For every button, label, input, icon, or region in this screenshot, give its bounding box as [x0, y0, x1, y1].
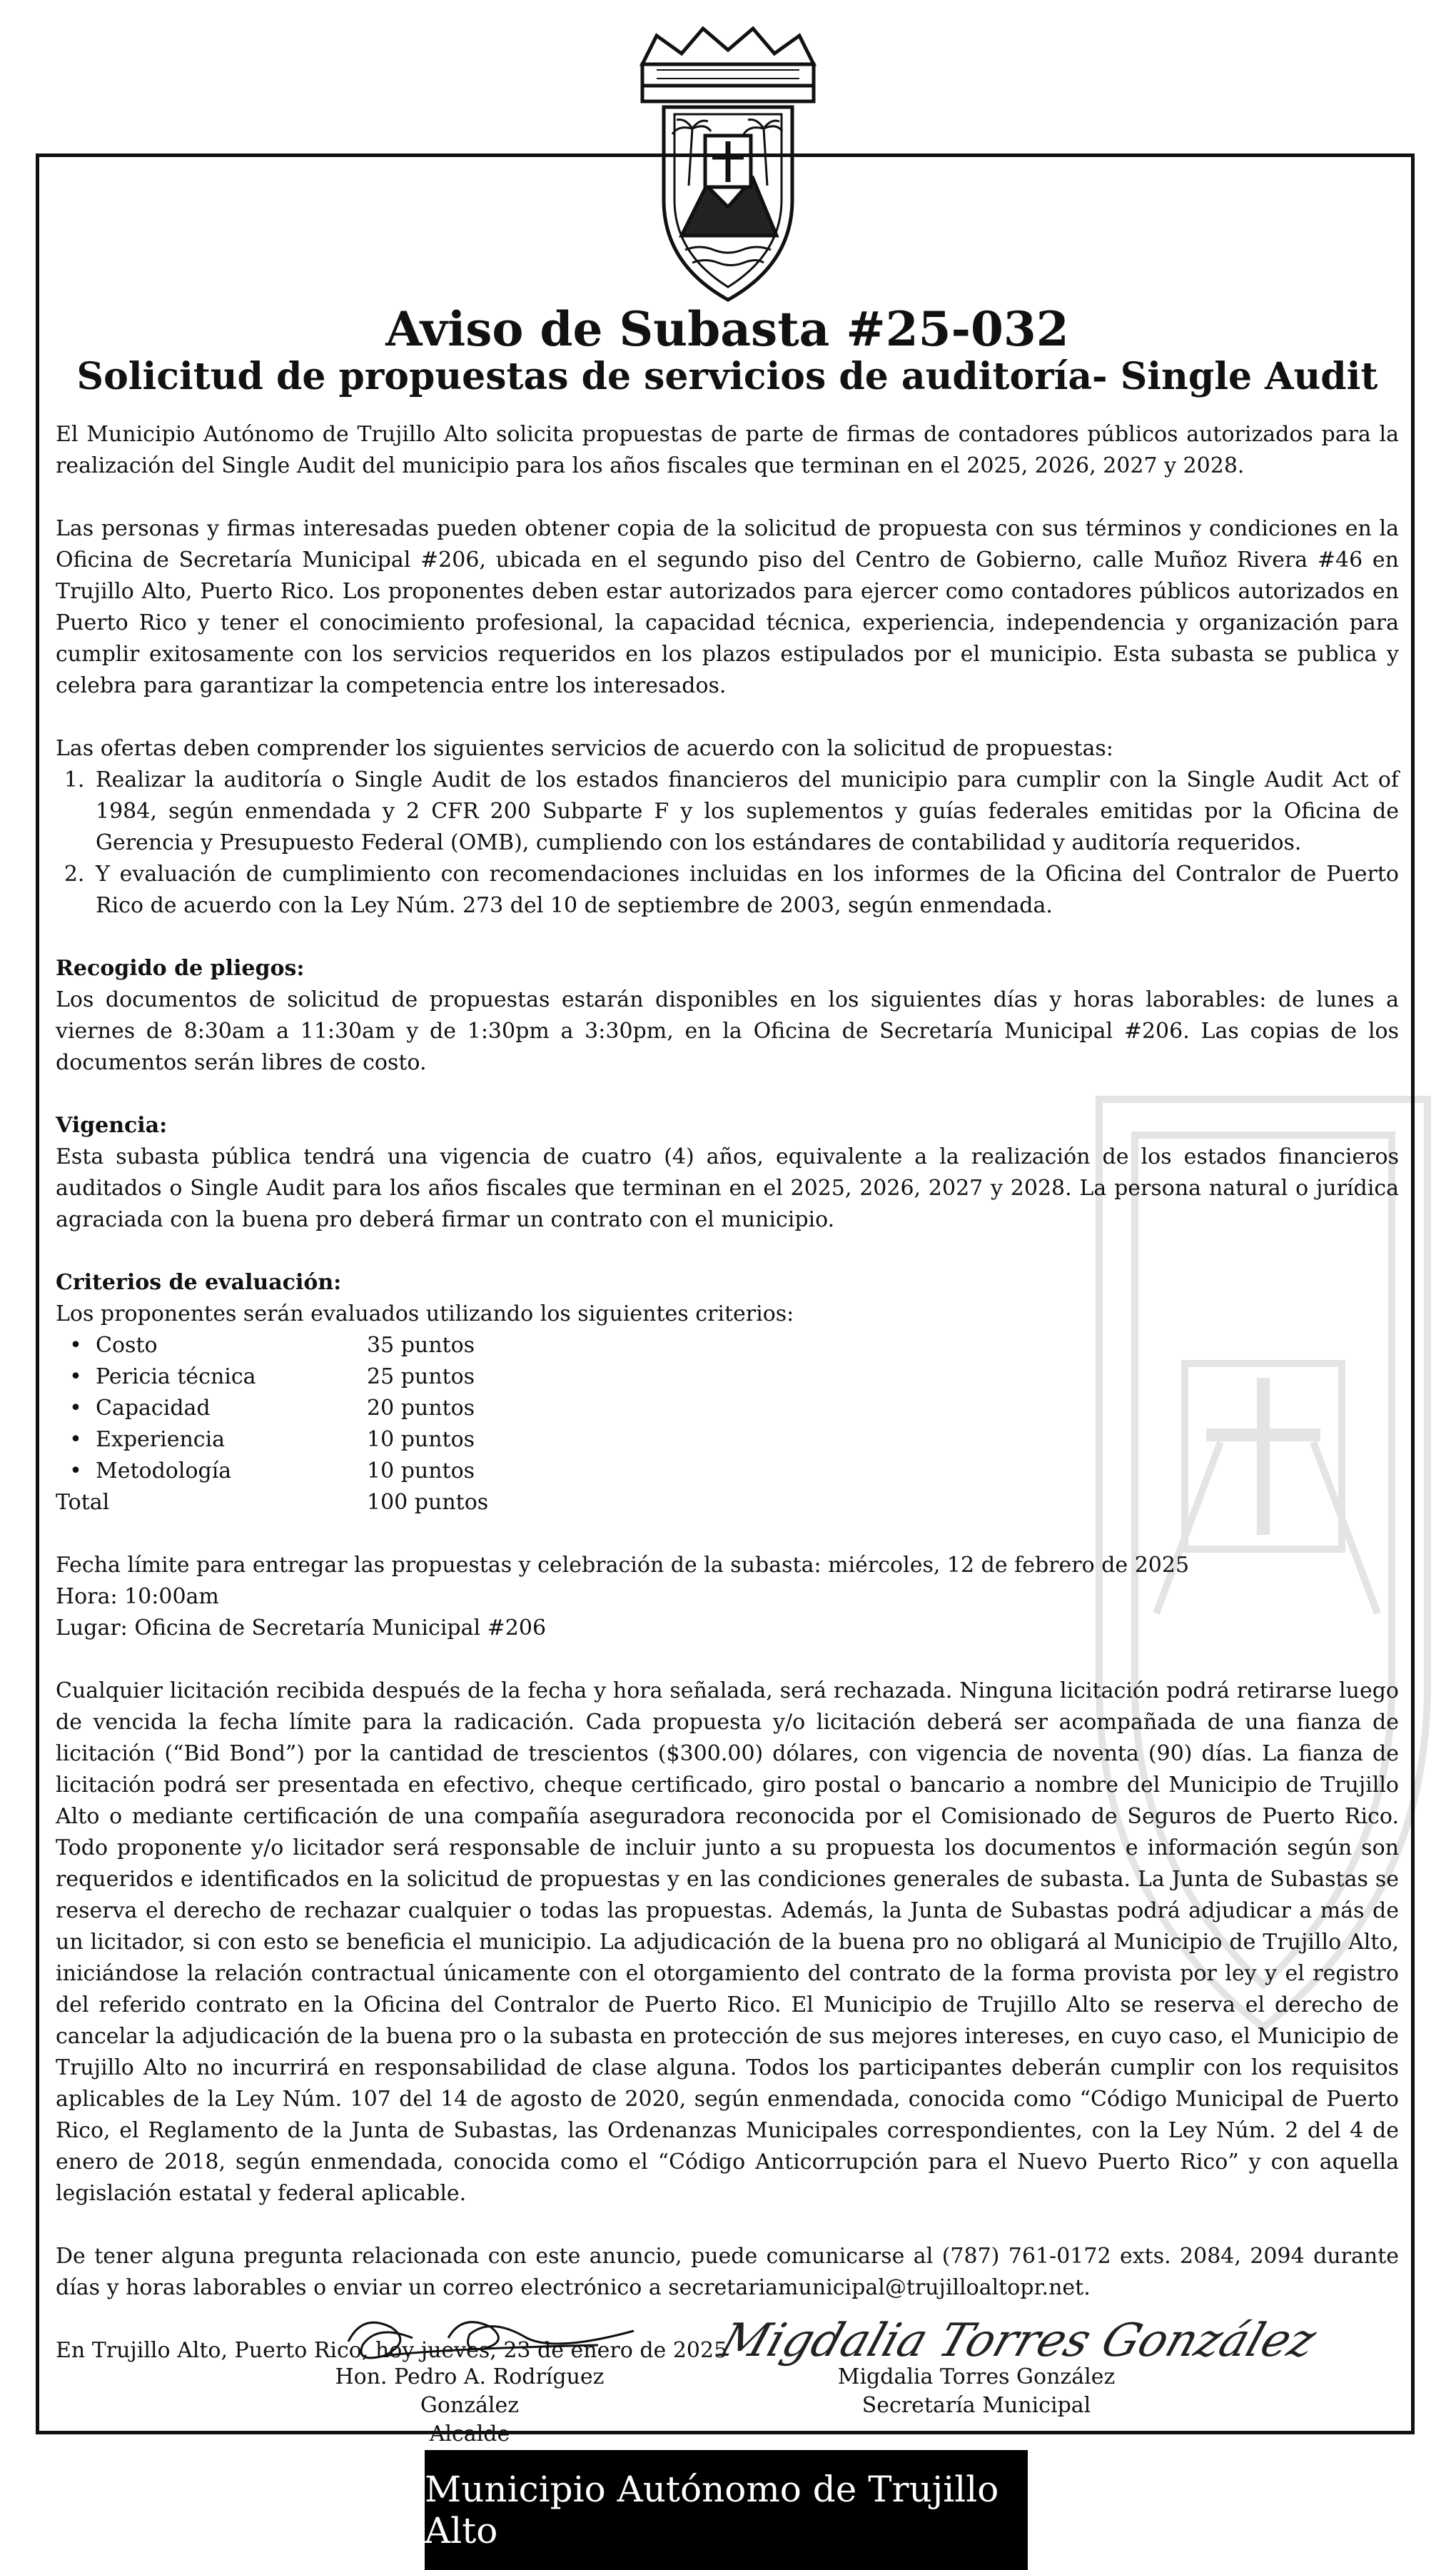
conditions-paragraph: Cualquier licitación recibida después de la fecha y hora señalada, será rechazada. Ninguna licitación podrá retirarse luego de vencida la fecha límite para la radicación. Cada propuesta y/o licitación deberá ser acompañada de una fianza de licitación (“Bid Bond”) por la cantidad de trescientos ($300.00) dólares, con vigencia de noventa (90) días. La fianza de licitación podrá ser presentada en efectivo, cheque certificado, giro postal o bancario a nombre del Municipio de Trujillo Alto o mediante certificación de una compañía aseguradora reconocida por el Comisionado de Seguros de Puerto Rico. Todo proponente y/o licitador será responsable de incluir junto a su propuesta los documentos e información según son requeridos e identificados en la solicitud de propuestas y en las condiciones generales de subasta. La Junta de Subastas se reserva el derecho de rechazar cualquier o todas las propuestas. Además, la Junta de Subastas podrá adjudicar a más de un licitador, si con esto se beneficia el municipio. La adjudicación de la buena pro no obligará al Municipio de Trujillo Alto, iniciándose la relación contractual únicamente con el otorgamiento del contrato de la forma provista por ley y el registro del referido contrato en la Oficina del Contralor de Puerto Rico. El Municipio de Trujillo Alto se reserva el derecho de cancelar la adjudicación de la buena pro o la subasta en protección de sus mejores intereses, en cuyo caso, el Municipio de Trujillo Alto no incurrirá en responsabilidad de clase alguna. Todos los participantes deberán cumplir con los requisitos aplicables de la Ley Núm. 107 del 14 de agosto de 2020, según enmendada, conocida como “Código Municipal de Puerto Rico, el Reglamento de la Junta de Subastas, las Ordenanzas Municipales correspondientes, con la Ley Núm. 2 del 4 de enero de 2018, según enmendada, conocida como el “Código Anticorrupción para el Nuevo Puerto Rico” y con aquella legislación estatal y federal aplicable. [56, 1678, 1399, 2207]
list-item: 2. Y evaluación de cumplimiento con recomendaciones incluidas en los informes de la Oficina del Contralor de Puerto Rico de acuerdo con la Ley Núm. 273 del 10 de septiembre de 2003, según enmendada. [91, 859, 1399, 922]
bullet-icon: • [69, 1333, 82, 1359]
services-list [56, 765, 1399, 922]
pickup-heading: Recogido de pliegos: [56, 956, 305, 982]
criterion-name: Capacidad [96, 1396, 211, 1421]
criterion-name: Costo [96, 1333, 158, 1359]
pickup-section [56, 953, 1399, 1079]
pickup-text: Los documentos de solicitud de propuestas estarán disponibles en los siguientes días y horas laborables: de lunes a viernes de 8:30am a 11:30am y de 1:30pm a 3:30pm, en la Oficina de Secretaría Municipal #206. Las copias de los documentos serán libres de costo. [56, 987, 1399, 1076]
criteria-intro: Los proponentes serán evaluados utilizando los siguientes criterios: [56, 1301, 794, 1327]
deadline-line: Fecha límite para entregar las propuestas y celebración de la subasta: miércoles, 12 de febrero de 2025 [56, 1553, 1190, 1578]
secretaria-name: Migdalia Torres González [837, 2364, 1116, 2389]
validity-section [56, 1110, 1399, 1236]
date-line: En Trujillo Alto, Puerto Rico, hoy jueves, 23 de enero de 2025 [56, 2338, 728, 2364]
criteria-section [56, 1267, 1399, 1518]
alcalde-signature-label [291, 2363, 648, 2449]
criterion-points: 10 puntos [367, 1427, 475, 1453]
criterion-points: 35 puntos [367, 1333, 475, 1359]
criterion-name: Experiencia [96, 1427, 226, 1453]
alcalde-name: Hon. Pedro A. Rodríguez González [335, 2364, 605, 2418]
criterion-points: 10 puntos [367, 1458, 475, 1484]
contact-paragraph: De tener alguna pregunta relacionada con este anuncio, puede comunicarse al (787) 761-0172 exts. 2084, 2094 durante días y horas laborables o enviar un correo electrónico a secretariamunicipal@trujilloaltopr.net. [56, 2244, 1399, 2301]
criterion-points: 20 puntos [367, 1396, 475, 1421]
bullet-icon: • [69, 1396, 82, 1421]
page-title: Aviso de Subasta #25-032 [385, 301, 1069, 357]
intro-paragraph: El Municipio Autónomo de Trujillo Alto solicita propuestas de parte de firmas de contadores públicos autorizados para la realización del Single Audit del municipio para los años fiscales que terminan en el 2025, 2026, 2027 y 2028. [56, 422, 1399, 479]
criteria-heading: Criterios de evaluación: [56, 1270, 342, 1296]
criteria-total-points: 100 puntos [367, 1490, 489, 1516]
list-item [56, 1393, 1399, 1424]
footer-banner: Municipio Autónomo de Trujillo Alto [425, 2450, 1028, 2570]
page-subtitle: Solicitud de propuestas de servicios de auditoría- Single Audit [76, 354, 1378, 398]
list-item [56, 1330, 1399, 1361]
criterion-points: 25 puntos [367, 1364, 475, 1390]
criteria-list [56, 1330, 1399, 1518]
schedule-section [56, 1550, 1399, 1644]
list-item [56, 1424, 1399, 1456]
list-item [56, 1456, 1399, 1487]
criteria-total-label: Total [56, 1490, 110, 1516]
alcalde-title: Alcalde [429, 2422, 510, 2446]
bullet-icon: • [69, 1427, 82, 1453]
bullet-icon: • [69, 1458, 82, 1484]
secretaria-signature-label [798, 2363, 1155, 2420]
time-line: Hora: 10:00am [56, 1584, 219, 1610]
validity-text: Esta subasta pública tendrá una vigencia de cuatro (4) años, equivalente a la realización de los estados financieros auditados o Single Audit para los años fiscales que terminan en el 2025, 2026, 2027 y 2028. La persona natural o jurídica agraciada con la buena pro deberá firmar un contrato con el municipio. [56, 1144, 1399, 1233]
place-line: Lugar: Oficina de Secretaría Municipal #206 [56, 1616, 547, 1641]
signature-block [56, 2309, 1399, 2446]
validity-heading: Vigencia: [56, 1113, 168, 1139]
criteria-total-row [56, 1487, 1399, 1518]
secretaria-title: Secretaría Municipal [861, 2393, 1091, 2418]
availability-paragraph: Las personas y firmas interesadas pueden obtener copia de la solicitud de propuesta con sus términos y condiciones en la Oficina de Secretaría Municipal #206, ubicada en el segundo piso del Centro de Gobierno, calle Muñoz Rivera #46 en Trujillo Alto, Puerto Rico. Los proponentes deben estar autorizados para ejercer como contadores públicos autorizados en Puerto Rico y tener el conocimiento profesional, la capacidad técnica, experiencia, independencia y organización para cumplir exitosamente con los servicios requeridos en los plazos estipulados por el municipio. Esta subasta se publica y celebra para garantizar la competencia entre los interesados. [56, 516, 1399, 699]
notice-body [56, 303, 1399, 2367]
criterion-name: Metodología [96, 1458, 232, 1484]
bullet-icon: • [69, 1364, 82, 1390]
services-intro: Las ofertas deben comprender los siguientes servicios de acuerdo con la solicitud de propuestas: [56, 736, 1113, 762]
list-item [56, 1361, 1399, 1393]
svg-text:Migdalia Torres González: Migdalia Torres González [714, 2314, 1323, 2367]
criterion-name: Pericia técnica [96, 1364, 256, 1390]
list-item: 1. Realizar la auditoría o Single Audit de los estados financieros del municipio para cumplir con la Single Audit Act of 1984, según enmendada y 2 CFR 200 Subparte F y los suplementos y guías federales emitidas por la Oficina de Gerencia y Presupuesto Federal (OMB), cumpliendo con los estándares de contabilidad y auditoría requeridos. [91, 765, 1399, 859]
